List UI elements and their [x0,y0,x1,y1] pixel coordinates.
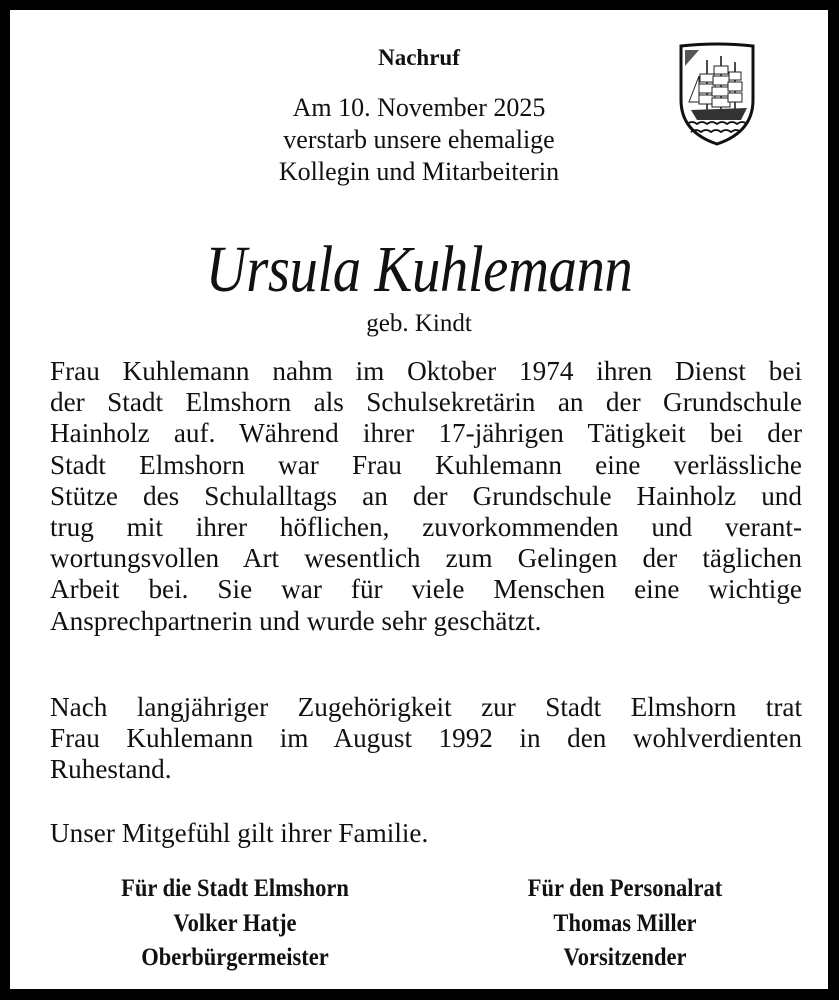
text-line: Frau Kuhlemann nahm im Oktober 1974 ihren Dienst bei [50,356,802,386]
text-line: Stütze des Schulalltags an der Grundschule Hainholz und [50,480,802,511]
signature-role: Oberbürgermeister [141,944,329,971]
text-line: Nach langjähriger Zugehörigkeit zur Stadt Elmshorn trat [50,692,802,722]
text-line: trug mit ihrer höflichen, zuvorkommenden und verant- [50,512,802,543]
signature-org: Für die Stadt Elmshorn [121,875,349,902]
text-line: Arbeit bei. Sie war für viele Menschen eine wichtige [50,574,802,605]
text-line: der Stadt Elmshorn als Schulsekretärin an der Grundschule [50,387,802,418]
text-line: Hainholz auf. Während ihrer 17-jährigen Tätigkeit bei der [50,418,802,449]
text-line: Frau Kuhlemann im August 1992 in den wohlverdienten [50,723,802,754]
text-line: wortungsvollen Art wesentlich zum Gelingen der täglichen [50,543,802,574]
signature-city [82,872,388,976]
paragraph-service [50,356,802,637]
intro-line: verstarb unsere ehemalige [283,125,555,154]
maiden-name: geb. Kindt [366,310,472,337]
ship-coat-of-arms-icon [677,40,757,148]
paragraph-condolence: Unser Mitgefühl gilt ihrer Familie. [50,818,429,848]
text-line: Ruhestand. [50,754,172,785]
signature-org: Für den Personalrat [527,875,723,902]
text-line: Stadt Elmshorn war Frau Kuhlemann eine verlässliche [50,449,802,480]
signature-staff-council [472,872,778,976]
intro-line: Kollegin und Mitarbeiterin [278,157,560,186]
signature-name: Volker Hatje [173,909,297,937]
deceased-name: Ursula Kuhlemann [205,233,633,306]
signature-name: Thomas Miller [553,909,697,937]
notice-title: Nachruf [378,45,460,70]
intro-line: Am 10. November 2025 [292,93,546,122]
signature-role: Vorsitzender [563,944,687,971]
obituary-notice [10,10,828,989]
text-line: Ansprechpartnerin und wurde sehr geschätzt. [50,605,542,636]
paragraph-retirement [50,692,802,786]
